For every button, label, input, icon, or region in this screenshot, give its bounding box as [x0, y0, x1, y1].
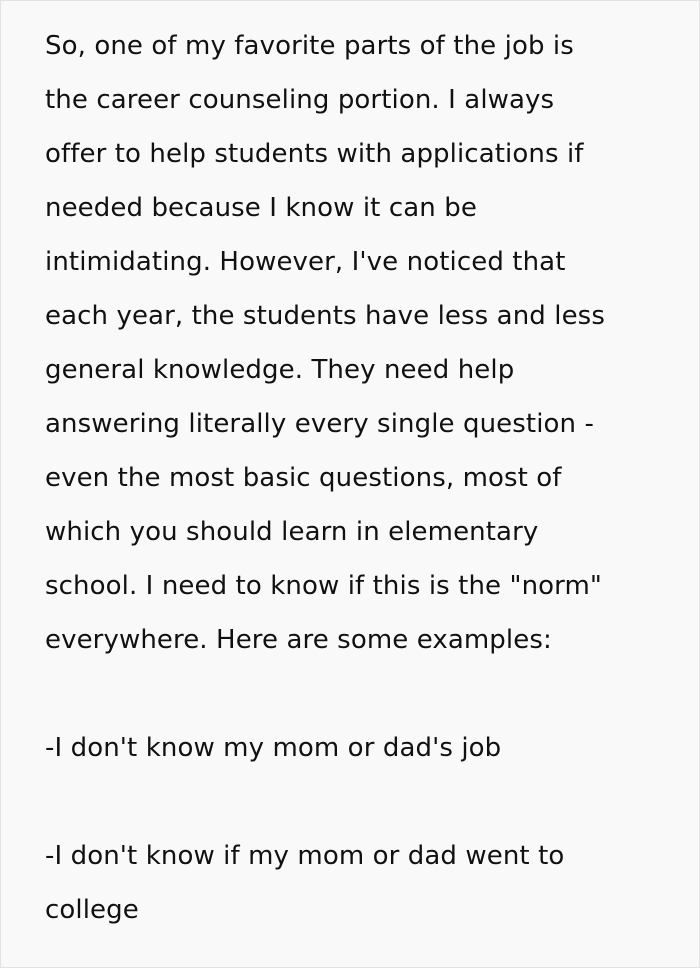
paragraph-line: offer to help students with applications if	[45, 139, 584, 169]
paragraph-line: even the most basic questions, most of	[45, 463, 562, 493]
example-line: -I don't know if my mom or dad went to	[45, 841, 565, 871]
paragraph-line: everywhere. Here are some examples:	[45, 625, 552, 655]
example-item	[45, 829, 679, 937]
example-line: college	[45, 895, 139, 925]
paragraph-line: general knowledge. They need help	[45, 355, 515, 385]
paragraph-line: the career counseling portion. I always	[45, 85, 555, 115]
post-body	[45, 19, 679, 937]
paragraph-line: which you should learn in elementary	[45, 517, 539, 547]
example-item	[45, 721, 679, 775]
intro-paragraph	[45, 19, 679, 667]
paragraph-line: needed because I know it can be	[45, 193, 477, 223]
example-line: -I don't know my mom or dad's job	[45, 733, 502, 763]
paragraph-line: each year, the students have less and less	[45, 301, 605, 331]
paragraph-gap	[45, 775, 679, 829]
paragraph-line: answering literally every single question -	[45, 409, 594, 439]
paragraph-line: school. I need to know if this is the "norm"	[45, 571, 602, 601]
paragraph-line: So, one of my favorite parts of the job is	[45, 31, 574, 61]
paragraph-gap	[45, 667, 679, 721]
paragraph-line: intimidating. However, I've noticed that	[45, 247, 566, 277]
